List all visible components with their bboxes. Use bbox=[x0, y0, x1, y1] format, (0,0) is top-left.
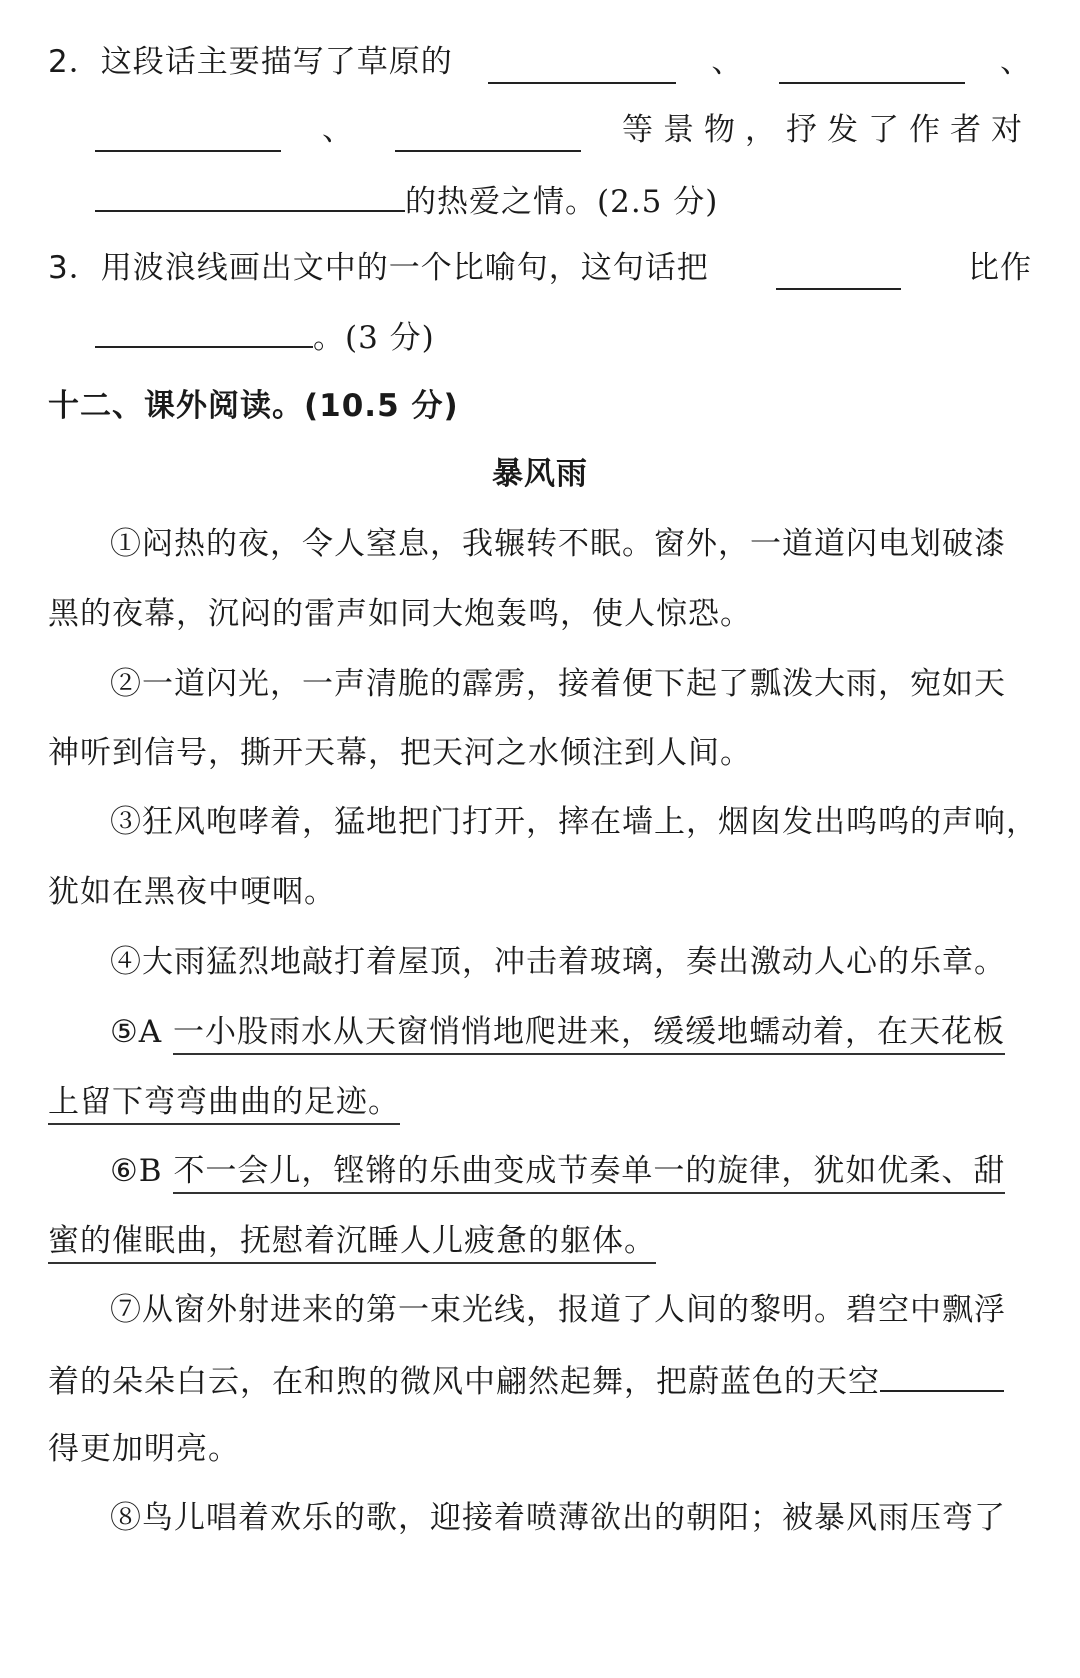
paragraph-6-line-2 bbox=[48, 1219, 1032, 1263]
paragraph-3-line-2: 犹如在黑夜中哽咽。 bbox=[48, 874, 336, 910]
paragraph-5-line-1 bbox=[110, 1010, 1032, 1054]
paragraph-1-line-2: 黑的夜幕，沉闷的雷声如同大炮轰鸣，使人惊恐。 bbox=[48, 596, 752, 632]
section-heading: 十二、课外阅读。(10.5 分) bbox=[48, 388, 459, 424]
q2-line2-tail: 等景物，抒发了作者对 bbox=[622, 112, 1032, 148]
sentence-a-underlined-1: 一小股雨水从天窗悄悄地爬进来，缓缓地蠕动着，在天花板 bbox=[173, 1014, 1005, 1055]
q2-sep-2: 、 bbox=[999, 44, 1032, 80]
q3-prefix: 3．用波浪线画出文中的一个比喻句，这句话把 bbox=[48, 250, 709, 286]
q2-sep-1: 、 bbox=[711, 44, 744, 80]
sentence-a-marker: ⑤A bbox=[110, 1014, 163, 1050]
paragraph-7-line-1: ⑦从窗外射进来的第一束光线，报道了人间的黎明。碧空中飘浮 bbox=[110, 1292, 1006, 1328]
q2-line-2 bbox=[95, 108, 1032, 152]
sentence-a-underlined-2: 上留下弯弯曲曲的足迹。 bbox=[48, 1084, 400, 1125]
paragraph-2-line-2: 神听到信号，撕开天幕，把天河之水倾注到人间。 bbox=[48, 735, 752, 771]
q3-blank-2[interactable] bbox=[95, 314, 313, 348]
q3-mid: 比作 bbox=[967, 250, 1032, 286]
sentence-b-marker: ⑥B bbox=[110, 1153, 163, 1189]
paragraph-7-line-3: 得更加明亮。 bbox=[48, 1431, 240, 1467]
paragraph-5-line-2 bbox=[48, 1080, 1032, 1124]
paragraph-3-line-1: ③狂风咆哮着，猛地把门打开，摔在墙上，烟囱发出呜呜的声响， bbox=[110, 804, 1038, 840]
q2-prefix: 2．这段话主要描写了草原的 bbox=[48, 44, 453, 80]
q2-blank-3[interactable] bbox=[95, 118, 281, 152]
sentence-b-underlined-1: 不一会儿，铿锵的乐曲变成节奏单一的旋律，犹如优柔、甜 bbox=[173, 1153, 1005, 1194]
q2-blank-2[interactable] bbox=[779, 50, 965, 84]
q3-line-2 bbox=[95, 314, 1032, 360]
q3-tail: 。(3 分) bbox=[313, 320, 435, 356]
paragraph-6-line-1 bbox=[110, 1149, 1032, 1193]
paragraph-8-line-1: ⑧鸟儿唱着欢乐的歌，迎接着喷薄欲出的朝阳；被暴风雨压弯了 bbox=[110, 1500, 1006, 1536]
passage-title: 暴风雨 bbox=[492, 456, 588, 492]
q2-blank-5[interactable] bbox=[95, 178, 405, 212]
paragraph-1-line-1: ①闷热的夜，令人窒息，我辗转不眠。窗外，一道道闪电划破漆 bbox=[110, 526, 1006, 562]
sentence-b-underlined-2: 蜜的催眠曲，抚慰着沉睡人儿疲惫的躯体。 bbox=[48, 1223, 656, 1264]
paragraph-4: ④大雨猛烈地敲打着屋顶，冲击着玻璃，奏出激动人心的乐章。 bbox=[110, 944, 1006, 980]
p7-blank[interactable] bbox=[880, 1358, 1004, 1392]
q2-line3-tail: 的热爱之情。(2.5 分) bbox=[405, 184, 719, 220]
q2-blank-1[interactable] bbox=[488, 50, 676, 84]
paragraph-7-line-2-text: 着的朵朵白云，在和煦的微风中翩然起舞，把蔚蓝色的天空 bbox=[48, 1364, 880, 1400]
paragraph-2-line-1: ②一道闪光，一声清脆的霹雳，接着便下起了瓢泼大雨，宛如天 bbox=[110, 666, 1006, 702]
q2-line-3 bbox=[95, 178, 1032, 224]
q2-sep-3: 、 bbox=[322, 112, 354, 148]
q3-line-1 bbox=[48, 246, 1032, 290]
q3-blank-1[interactable] bbox=[776, 256, 901, 290]
q2-blank-4[interactable] bbox=[395, 118, 581, 152]
q2-line-1 bbox=[48, 40, 1032, 84]
paragraph-7-line-2 bbox=[48, 1358, 1032, 1404]
